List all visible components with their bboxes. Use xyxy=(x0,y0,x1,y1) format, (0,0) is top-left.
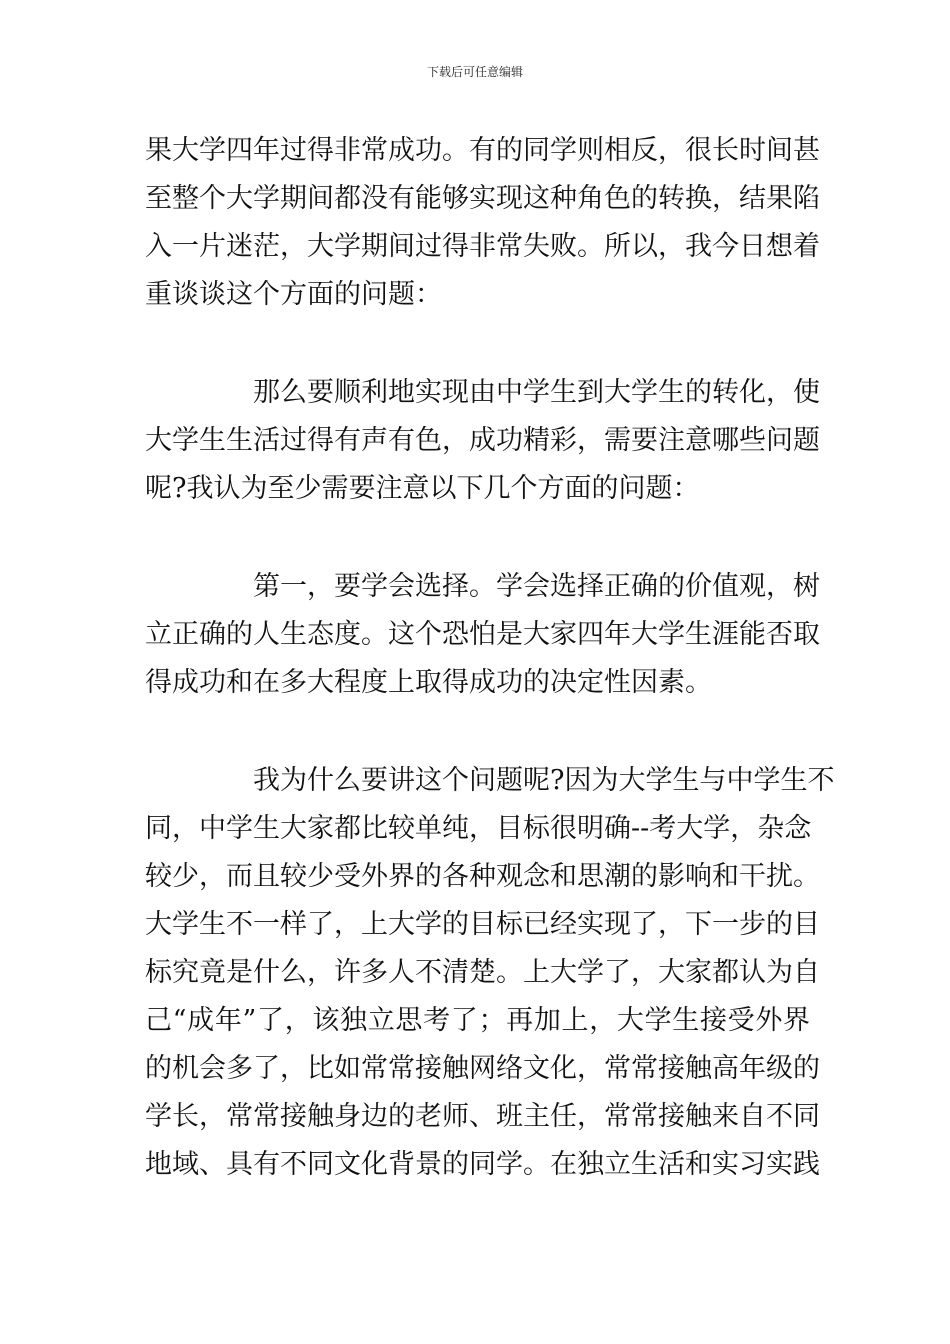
text-line: 同，中学生大家都比较单纯，目标很明确--考大学，杂念 xyxy=(145,813,812,844)
paragraph-4 xyxy=(145,757,835,1189)
text-line: 重谈谈这个方面的问题： xyxy=(145,279,442,310)
text-line: 地域、具有不同文化背景的同学。在独立生活和实习实践 xyxy=(145,1149,820,1180)
text-line: 大学生不一样了，上大学的目标已经实现了，下一步的目 xyxy=(145,909,820,940)
text-line: 呢?我认为至少需要注意以下几个方面的问题： xyxy=(145,473,700,504)
text-line: 果大学四年过得非常成功。有的同学则相反，很长时间甚 xyxy=(145,135,820,166)
text-line: 的机会多了，比如常常接触网络文化，常常接触高年级的 xyxy=(145,1053,820,1084)
text-line: 己“成年”了，该独立思考了；再加上，大学生接受外界 xyxy=(145,1005,810,1036)
text-line: 至整个大学期间都没有能够实现这种角色的转换，结果陷 xyxy=(145,183,820,214)
text-line: 立正确的人生态度。这个恐怕是大家四年大学生涯能否取 xyxy=(145,619,820,650)
text-line: 学长，常常接触身边的老师、班主任，常常接触来自不同 xyxy=(145,1101,820,1132)
paragraph-gap xyxy=(145,513,810,563)
paragraph-3 xyxy=(145,563,820,707)
text-line: 大学生生活过得有声有色，成功精彩，需要注意哪些问题 xyxy=(145,425,820,456)
paragraph-1 xyxy=(145,127,820,319)
text-line: 得成功和在多大程度上取得成功的决定性因素。 xyxy=(145,667,712,698)
text-line: 标究竟是什么，许多人不清楚。上大学了，大家都认为自 xyxy=(145,957,820,988)
text-line: 入一片迷茫，大学期间过得非常失败。所以，我今日想着 xyxy=(145,231,820,262)
text-line: 那么要顺利地实现由中学生到大学生的转化，使 xyxy=(253,377,820,408)
document-body xyxy=(145,127,835,1189)
text-line: 第一，要学会选择。学会选择正确的价值观，树 xyxy=(253,571,820,602)
text-line: 较少，而且较少受外界的各种观念和思潮的影响和干扰。 xyxy=(145,861,820,892)
text-line: 我为什么要讲这个问题呢?因为大学生与中学生不 xyxy=(253,765,835,796)
paragraph-gap xyxy=(145,707,810,757)
page-header: 下载后可任意编辑 xyxy=(426,65,523,79)
paragraph-2 xyxy=(145,369,820,513)
paragraph-gap xyxy=(145,319,810,369)
